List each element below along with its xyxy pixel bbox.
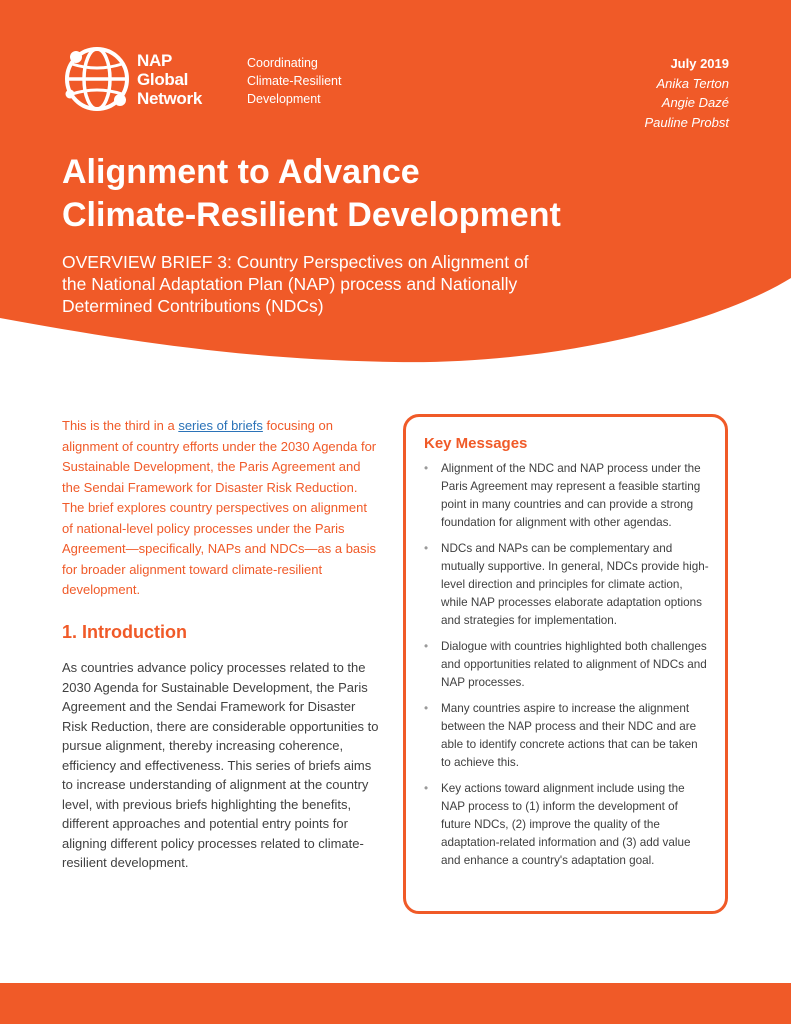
list-item [424,540,709,630]
brand-name [137,51,202,108]
brand-line: Network [137,89,202,108]
author-name: Pauline Probst [644,114,729,130]
title-line: Climate-Resilient Development [62,196,561,234]
key-message-text: Alignment of the NDC and NAP process under the Paris Agreement may represent a feasible starting point in many countries and can provide a strong foundation for alignment with other agendas. [441,462,701,529]
intro-paragraph [62,416,380,601]
list-item [424,780,709,870]
key-message-text: NDCs and NAPs can be complementary and mutually supportive. In general, NDCs provide high-level direction and principles for climate action, while NAP processes elaborate adaptation options and strategies for implementation. [441,542,709,627]
section-heading-introduction: 1. Introduction [62,622,187,642]
tagline-line: Coordinating [247,56,318,70]
publication-meta [644,54,729,132]
footer-bar [0,983,791,1024]
key-messages-heading: Key Messages [424,435,528,452]
list-item [424,460,709,532]
author-name: Anika Terton [656,75,729,91]
bullet-icon: • [424,542,429,555]
globe-network-icon [62,44,132,114]
tagline-line: Development [247,92,321,106]
list-item [424,700,709,772]
introduction-body: As countries advance policy processes related to the 2030 Agenda for Sustainable Development, the Paris Agreement and the Sendai Framework for Disaster Risk Reduction, there are considerable opportunities to pursue alignment, thereby increasing coherence, efficiency and effectiveness. This series of briefs aims to increase understanding of alignment at the country level, with previous briefs highlighting the benefits, different approaches and potential entry points for aligning different policy processes related to climate-resilient development. [62,660,379,870]
title-line: Alignment to Advance [62,153,420,191]
key-messages-box [403,414,728,914]
brand-line: Global [137,70,189,89]
subtitle-line: Determined Contributions (NDCs) [62,296,324,316]
bullet-icon: • [424,702,429,715]
document-title [62,151,742,237]
subtitle-line: the National Adaptation Plan (NAP) process and Nationally [62,274,518,294]
publication-date: July 2019 [670,56,729,71]
key-message-text: Many countries aspire to increase the alignment between the NAP process and their NDC and are able to identify concrete actions that can be taken to achieve this. [441,702,698,769]
tagline [247,54,341,108]
intro-text-end: focusing on alignment of country efforts under the 2030 Agenda for Sustainable Development, the Paris Agreement and the Sendai Framework for Disaster Risk Reduction. The brief explores country perspectives on alignment of national-level policy processes under the Paris Agreement—specifically, NAPs and NDCs—as a basis for broader alignment toward climate-resilient development. [62,418,377,597]
author-name: Angie Dazé [661,95,729,110]
bullet-icon: • [424,782,429,795]
series-of-briefs-link[interactable]: series of briefs [178,418,263,433]
tagline-line: Climate-Resilient [247,74,342,88]
intro-text-start: This is the third in a [62,418,179,433]
key-messages-list [424,460,709,870]
subtitle-line: OVERVIEW BRIEF 3: Country Perspectives on Alignment of [62,252,529,272]
bullet-icon: • [424,462,429,475]
brand-line: NAP [137,51,172,70]
bullet-icon: • [424,640,429,653]
key-message-text: Key actions toward alignment include using the NAP process to (1) inform the development of future NDCs, (2) improve the quality of the adaptation-related information and (3) add value and enhance a country's adaptation goal. [441,782,691,867]
document-subtitle [62,251,582,317]
key-message-text: Dialogue with countries highlighted both challenges and opportunities related to alignment of NDCs and NAP processes. [441,640,707,689]
list-item [424,638,709,692]
